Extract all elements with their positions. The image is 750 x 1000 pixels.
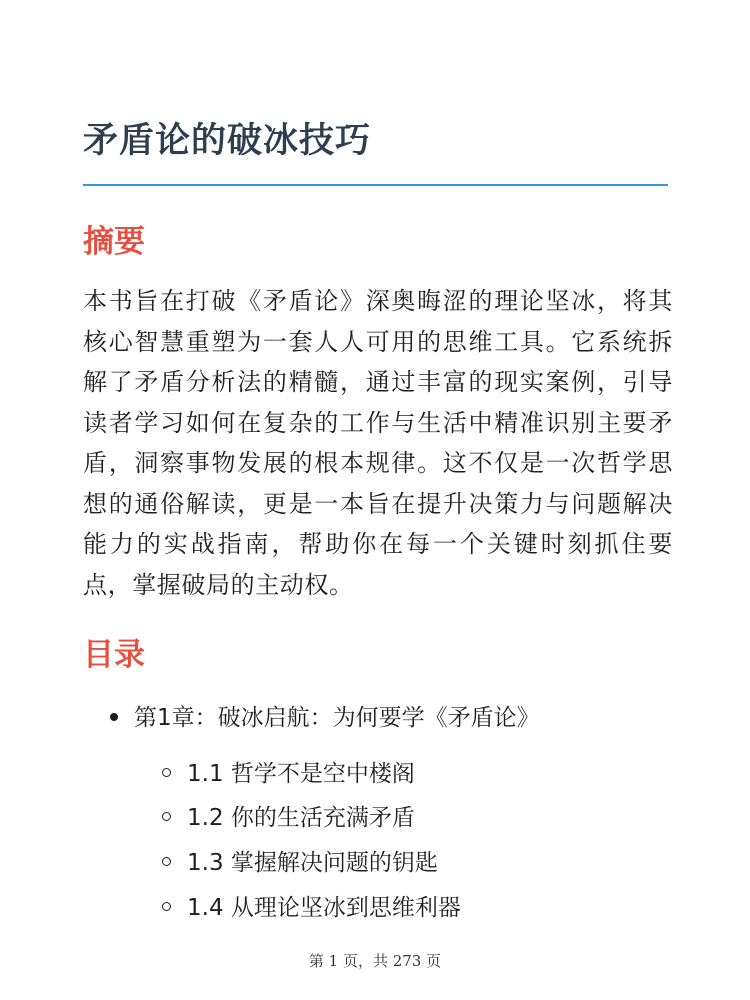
bullet-circle-icon: [162, 902, 171, 911]
toc-section-label: 1.3 掌握解决问题的钥匙: [187, 850, 438, 876]
bullet-circle-icon: [162, 768, 171, 777]
abstract-text: 本书旨在打破《矛盾论》深奥晦涩的理论坚冰，将其核心智慧重塑为一套人人可用的思维工具。它系统拆解了矛盾分析法的精髓，通过丰富的现实案例，引导读者学习如何在复杂的工作与生活中精准识别主要矛盾，洞察事物发展的根本规律。这不仅是一次哲学思想的通俗解读，更是一本旨在提升决策力与问题解决能力的实战指南，帮助你在每一个关键时刻抓住要点，掌握破局的主动权。: [83, 287, 673, 599]
page-title: 矛盾论的破冰技巧: [83, 121, 372, 161]
toc-section-item: [162, 845, 438, 881]
title-divider: [83, 184, 668, 186]
toc-section-item: [162, 890, 461, 926]
page-number-footer: 第 1 页，共 273 页: [308, 952, 442, 970]
toc-section-label: 1.1 哲学不是空中楼阁: [187, 761, 415, 787]
toc-chapter-item: [110, 700, 540, 736]
toc-section-item: [162, 756, 415, 792]
toc-section-item: [162, 800, 415, 836]
toc-section-label: 1.2 你的生活充满矛盾: [187, 805, 415, 831]
toc-chapter-label: 第1章：破冰启航：为何要学《矛盾论》: [134, 705, 540, 731]
bullet-circle-icon: [162, 812, 171, 821]
abstract-heading: 摘要: [83, 224, 145, 260]
bullet-circle-icon: [162, 857, 171, 866]
toc-heading: 目录: [83, 637, 145, 673]
bullet-disc-icon: [110, 713, 118, 721]
toc-section-label: 1.4 从理论坚冰到思维利器: [187, 895, 461, 921]
